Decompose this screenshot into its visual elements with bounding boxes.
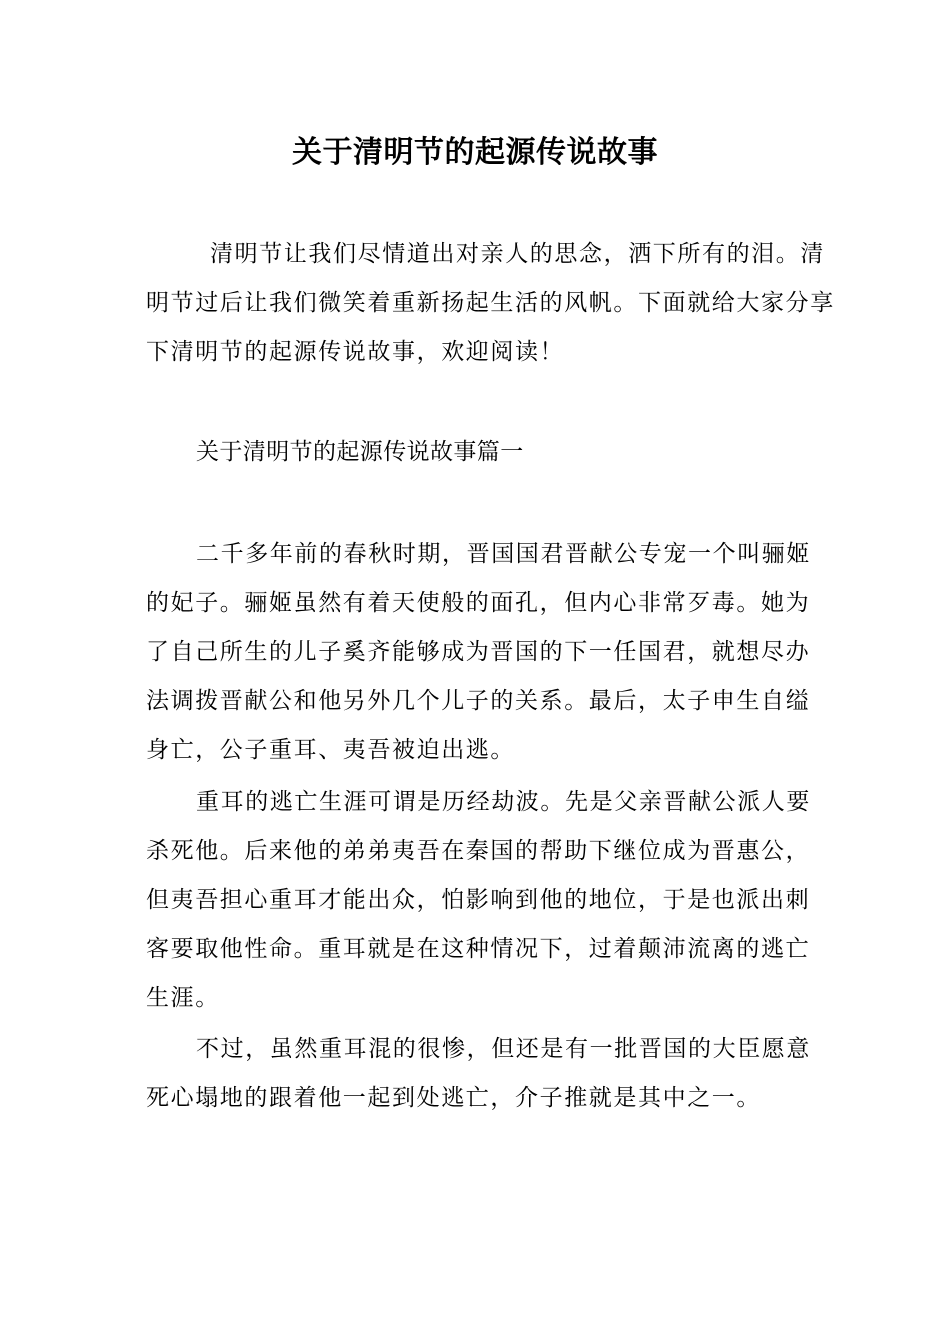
body-paragraph-3: 不过，虽然重耳混的很惨，但还是有一批晋国的大臣愿意死心塌地的跟着他一起到处逃亡，介子推就是其中之一。 — [146, 1036, 811, 1111]
body-paragraph-2: 重耳的逃亡生涯可谓是历经劫波。先是父亲晋献公派人要杀死他。后来他的弟弟夷吾在秦国的帮助下继位成为晋惠公，但夷吾担心重耳才能出众，怕影响到他的地位，于是也派出刺客要取他性命。重耳就是在这种情况下，过着颠沛流离的逃亡生涯。 — [146, 789, 811, 1011]
body-paragraph-1: 二千多年前的春秋时期，晋国国君晋献公专宠一个叫骊姬的妃子。骊姬虽然有着天使般的面孔，但内心非常歹毒。她为了自己所生的儿子奚齐能够成为晋国的下一任国君，就想尽办法调拨晋献公和他另外几个儿子的关系。最后，太子申生自缢身亡，公子重耳、夷吾被迫出逃。 — [146, 541, 811, 763]
section-heading: 关于清明节的起源传说故事篇一 — [196, 439, 524, 465]
intro-paragraph: 清明节让我们尽情道出对亲人的思念，洒下所有的泪。清明节过后让我们微笑着重新扬起生活的风帆。下面就给大家分享下清明节的起源传说故事，欢迎阅读！ — [146, 241, 835, 365]
document-title: 关于清明节的起源传说故事 — [292, 135, 658, 170]
